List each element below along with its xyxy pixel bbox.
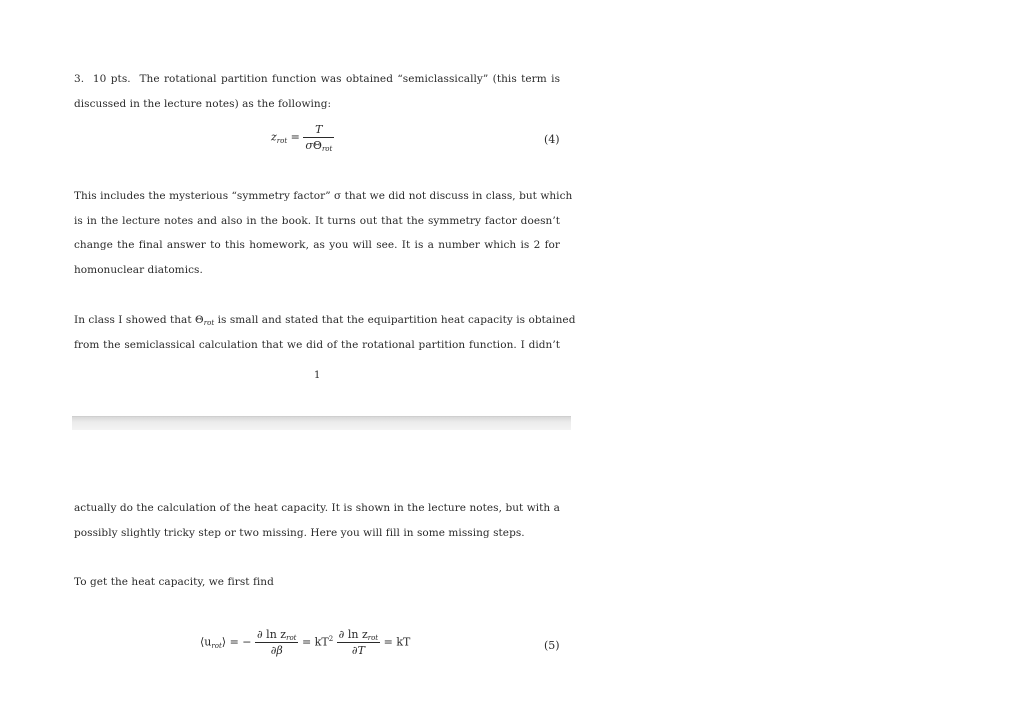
- problem-intro-text: The rotational partition function was obtained “semiclassically” (this term is: [139, 73, 561, 85]
- paragraph-3-theta-sub: rot: [203, 319, 215, 327]
- paragraph-4: [74, 496, 560, 545]
- eq5-eq2: = kT: [301, 635, 329, 649]
- problem-number: 3.: [74, 73, 85, 85]
- eq5-frac1-numerator: [255, 628, 298, 643]
- eq4-lhs: z: [271, 130, 277, 144]
- paragraph-5-line-1: To get the heat capacity, we first find: [74, 576, 274, 588]
- eq5-fraction-2: [337, 628, 380, 657]
- paragraph-3-line-2: from the semiclassical calculation that we did of the rotational partition function. I didn’t: [74, 338, 560, 351]
- eq4-equals: =: [290, 130, 300, 144]
- eq5-frac1-num-sub: rot: [286, 634, 297, 642]
- eq5-frac1-num-text: ∂ ln z: [257, 628, 287, 641]
- problem-intro: [74, 67, 560, 116]
- eq5-lhs-sub: rot: [211, 641, 222, 650]
- eq5-lhs-close: ⟩: [221, 635, 227, 649]
- eq4-denominator: [303, 138, 334, 152]
- eq4-den-theta: Θ: [312, 139, 322, 152]
- eq5-lhs-open: ⟨u: [200, 635, 212, 649]
- equation-5: [200, 628, 410, 657]
- eq5-frac2-numerator: [337, 628, 380, 643]
- problem-intro-line-2: discussed in the lecture notes) as the following:: [74, 97, 332, 110]
- eq4-lhs-sub: rot: [276, 136, 288, 145]
- paragraph-2-line-3: change the final answer to this homework, as you will see. It is a number which is 2 for: [74, 239, 560, 251]
- problem-points: 10 pts.: [92, 73, 131, 85]
- eq5-eq3: = kT: [383, 635, 411, 649]
- eq5-eq1: = −: [229, 635, 252, 649]
- eq4-numerator: T: [303, 123, 334, 138]
- eq5-eq2-sup: 2: [328, 634, 334, 643]
- paragraph-4-line-2: possibly slightly tricky step or two missing. Here you will fill in some missing steps.: [74, 526, 525, 539]
- page-number: 1: [314, 370, 321, 381]
- problem-intro-line-1: [74, 67, 560, 92]
- paragraph-5: [74, 570, 560, 595]
- paragraph-3: [74, 308, 576, 357]
- eq4-den-sigma: σ: [305, 139, 313, 152]
- paragraph-4-line-1: actually do the calculation of the heat capacity. It is shown in the lecture notes, but with a: [74, 502, 560, 514]
- paragraph-2-line-4: homonuclear diatomics.: [74, 263, 203, 276]
- eq5-fraction-1: [255, 628, 298, 657]
- eq4-den-sub: rot: [321, 145, 333, 153]
- equation-5-number: (5): [544, 639, 560, 652]
- equation-4: [271, 123, 334, 152]
- paragraph-3-line-1-b: is small and stated that the equipartition heat capacity is obtained: [214, 314, 576, 326]
- eq5-frac2-num-text: ∂ ln z: [338, 628, 368, 641]
- paragraph-2-line-2: is in the lecture notes and also in the book. It turns out that the symmetry factor doesn’t: [74, 214, 560, 227]
- paragraph-2: [74, 184, 573, 282]
- equation-4-number: (4): [544, 133, 560, 146]
- paragraph-3-line-1-a: In class I showed that Θ: [74, 314, 204, 326]
- eq4-fraction: [303, 123, 334, 152]
- paragraph-3-line-1: [74, 308, 576, 333]
- eq5-frac2-num-sub: rot: [367, 634, 379, 642]
- page-separator: [72, 416, 571, 430]
- paragraph-2-line-1: This includes the mysterious “symmetry factor” σ that we did not discuss in class, but which: [74, 190, 573, 202]
- eq5-frac1-denominator: ∂β: [270, 644, 283, 657]
- eq5-frac2-denominator: ∂T: [351, 644, 365, 657]
